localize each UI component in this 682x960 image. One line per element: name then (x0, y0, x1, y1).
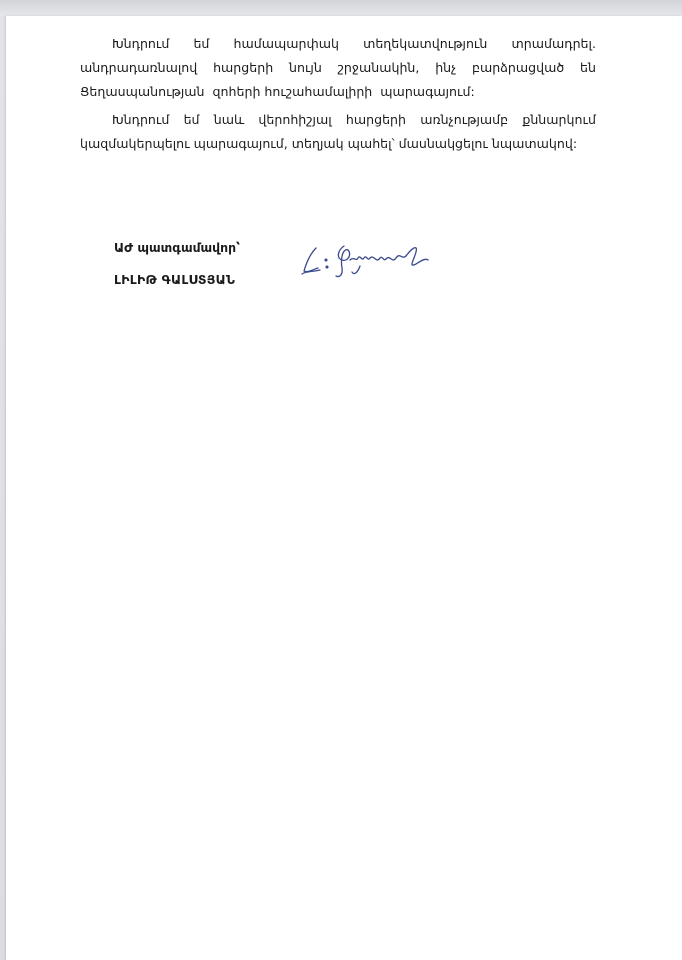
paragraph-1-line-1 (80, 32, 596, 56)
word: նույն (289, 60, 322, 75)
word: եմ (183, 112, 200, 127)
paragraph-2 (80, 108, 596, 156)
paragraph-1-line-3: Ցեղասպանության զոհերի հուշահամալիրի պարագայում: (80, 84, 475, 99)
signatory-name: ԼԻԼԻԹ ԳԱԼՍՏՅԱՆ (114, 272, 236, 287)
word: քննարկում (522, 112, 596, 127)
word: հարցերի (213, 60, 274, 75)
handwritten-signature (296, 238, 432, 282)
paragraph-2-line-2: կազմակերպելու պարագայում, տեղյակ պահել՝ մասնակցելու նպատակով: (80, 136, 578, 151)
word: են (580, 60, 596, 75)
word: բարձրացված (472, 60, 565, 75)
word: Խնդրում (112, 112, 170, 127)
word: նաև (213, 112, 245, 127)
signatory-title: ԱԺ պատգամավոր՝ (114, 240, 240, 255)
word: ինչ (435, 60, 457, 75)
word: տրամադրել. (511, 36, 596, 51)
word: անդրադառնալով (80, 60, 198, 75)
paragraph-2-line-1 (80, 108, 596, 132)
paragraph-1 (80, 32, 596, 104)
word: վերոհիշյալ (258, 112, 332, 127)
paragraph-1-line-2 (80, 56, 596, 80)
word: Խնդրում (112, 36, 170, 51)
word: համապարփակ (233, 36, 339, 51)
word: եմ (193, 36, 210, 51)
word: շրջանակին, (337, 60, 420, 75)
word: առնչությամբ (420, 112, 509, 127)
word: տեղեկատվություն (363, 36, 488, 51)
document-page (6, 16, 682, 960)
page-top-edge (0, 0, 682, 16)
word: հարցերի (345, 112, 407, 127)
